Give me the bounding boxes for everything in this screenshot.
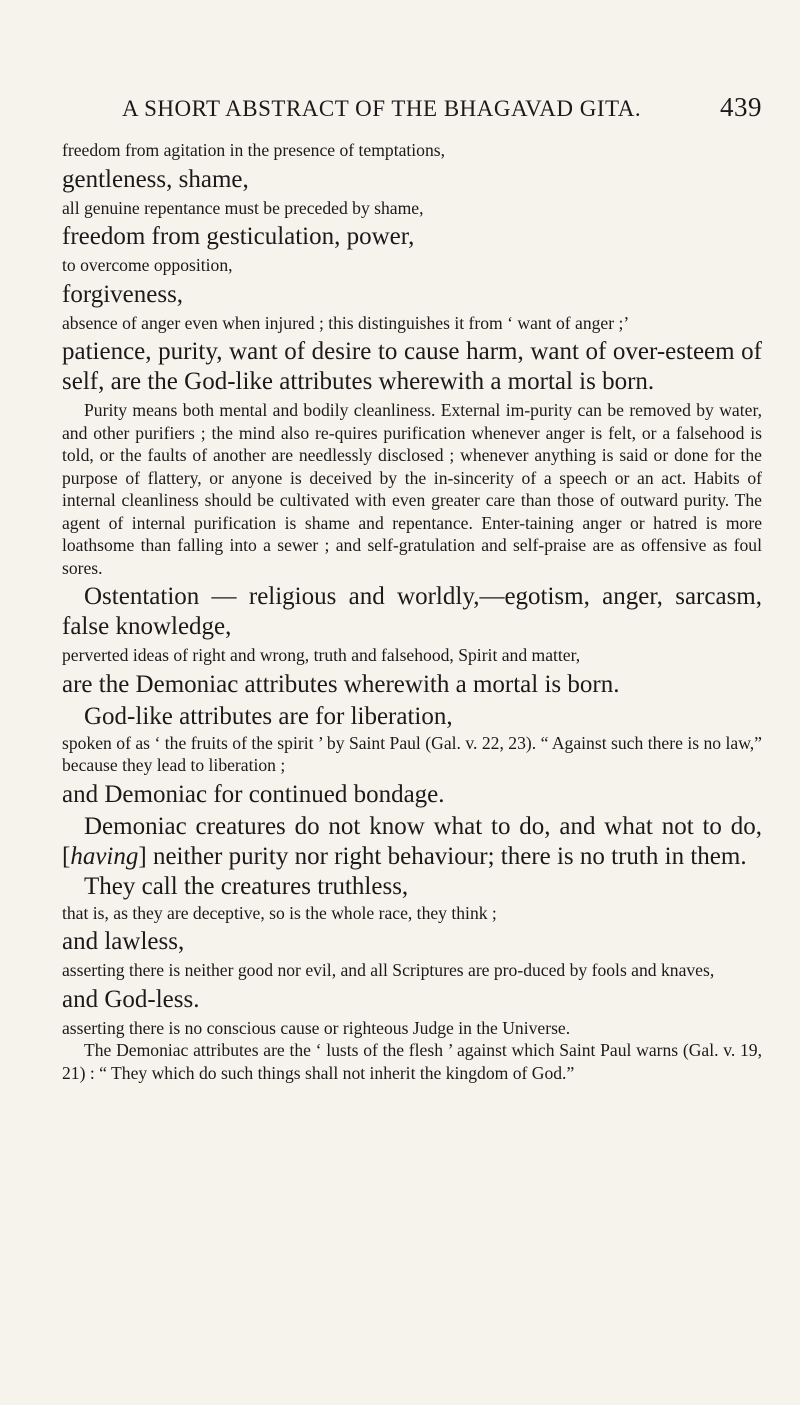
commentary-line: to overcome opposition, <box>62 255 233 275</box>
running-header <box>122 92 762 123</box>
commentary-paragraph: asserting there is neither good nor evil, and all Scriptures are pro-duced by fools and knaves, <box>62 960 715 980</box>
book-page <box>62 92 762 1084</box>
verse-text: ] neither purity nor right behaviour; there is no truth in them. <box>138 842 747 870</box>
commentary-paragraph: The Demoniac attributes are the ‘ lusts of the flesh ’ against which Saint Paul warns (Gal. v. 19, 21) : “ They which do such things shall not inherit the kingdom of God.” <box>62 1040 762 1083</box>
verse-line: gentleness, shame, <box>62 165 249 193</box>
verse-line: God-like attributes are for liberation, <box>84 702 453 730</box>
verse-paragraph: patience, purity, want of desire to cause harm, want of over-esteem of self, are the God-like attributes wherewith a mortal is born. <box>62 338 762 395</box>
verse-paragraph: Ostentation — religious and worldly,—egotism, anger, sarcasm, false knowledge, <box>62 583 762 640</box>
page-number: 439 <box>720 92 762 122</box>
verse-line: and God-less. <box>62 985 200 1013</box>
verse-line: forgiveness, <box>62 280 184 308</box>
commentary-paragraph: spoken of as ‘ the fruits of the spirit ’ by Saint Paul (Gal. v. 22, 23). “ Against such there is no law,” because they lead to liberation ; <box>62 732 762 775</box>
verse-line: are the Demoniac attributes wherewith a mortal is born. <box>62 670 620 698</box>
commentary-paragraph: Purity means both mental and bodily cleanliness. External im-purity can be removed by water, and other purifiers ; the mind also re-quires purification whenever anger is felt, or a falsehood is told, or the faults of another are needlessly disclosed ; whenever anything is said or done for the purpose of flattery, or anyone is deceived by the in-sincerity of a speech or an act. Habits of internal cleanliness should be cultivated with even greater care than those of outward purity. The agent of internal purification is shame and repentance. Enter-taining anger or hatred is more loathsome than falling into a sewer ; and self-gratulation and self-praise are as offensive as foul sores. <box>62 400 762 578</box>
commentary-line: absence of anger even when injured ; this distinguishes it from ‘ want of anger ;’ <box>62 312 630 333</box>
italic-word: having <box>70 842 139 870</box>
verse-line: and Demoniac for continued bondage. <box>62 780 445 808</box>
commentary-paragraph: asserting there is no conscious cause or righteous Judge in the Universe. <box>62 1017 571 1038</box>
verse-paragraph <box>62 812 762 872</box>
verse-line: They call the creatures truthless, <box>84 872 409 900</box>
verse-line: and lawless, <box>62 928 185 955</box>
verse-text: Demoniac creatures do not know what to do, and what not to do, [ <box>62 812 762 870</box>
commentary-line: that is, as they are deceptive, so is the whole race, they think ; <box>62 902 497 923</box>
commentary-line: freedom from agitation in the presence of temptations, <box>62 140 446 160</box>
commentary-line: perverted ideas of right and wrong, truth and falsehood, Spirit and matter, <box>62 645 581 665</box>
header-title: A SHORT ABSTRACT OF THE BHAGAVAD GITA. <box>122 96 642 121</box>
verse-line: freedom from gesticulation, power, <box>62 223 415 250</box>
commentary-line: all genuine repentance must be preceded by shame, <box>62 197 424 218</box>
